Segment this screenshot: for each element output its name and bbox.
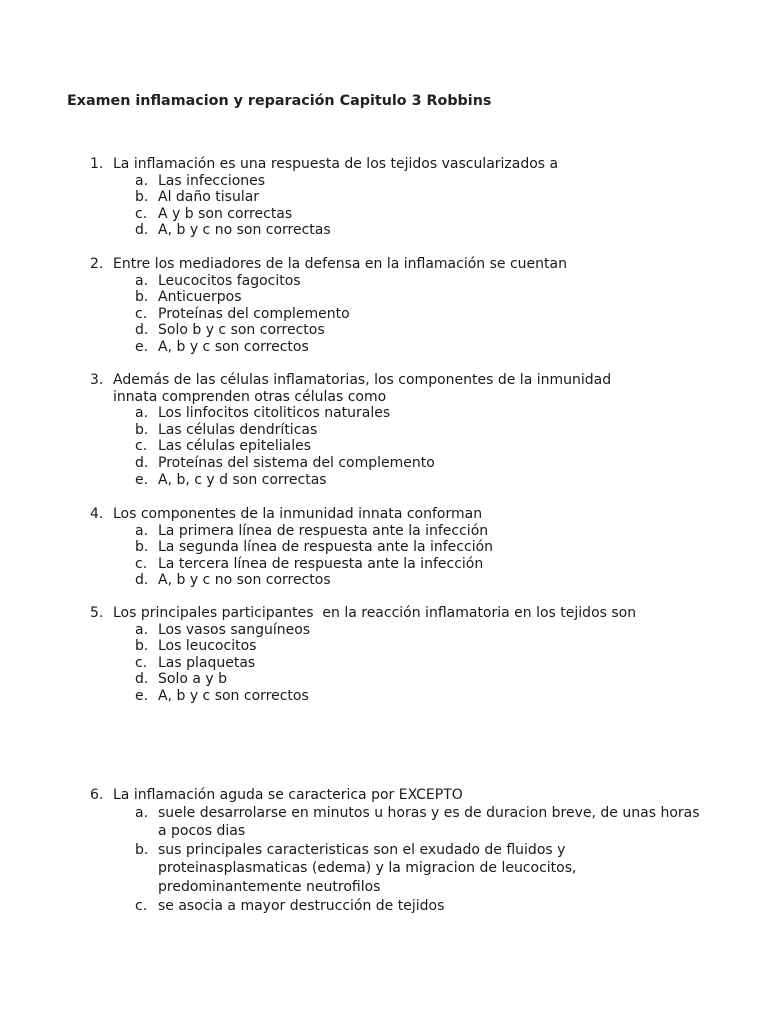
option-text: Los vasos sanguíneos bbox=[158, 621, 311, 638]
option-text: Anticuerpos bbox=[158, 289, 242, 306]
option-c bbox=[90, 206, 730, 223]
question-text: Los principales participantes en la reacción inflamatoria en los tejidos son bbox=[113, 605, 637, 621]
option-text: La primera línea de respuesta ante la infección bbox=[158, 522, 489, 539]
option-text: Las infecciones bbox=[158, 172, 266, 189]
option-c bbox=[90, 306, 730, 323]
question-text: Entre los mediadores de la defensa en la inflamación se cuentan bbox=[113, 256, 567, 272]
exam-title: Examen inflamacion y reparación Capitulo 3 Robbins bbox=[67, 93, 492, 109]
question-number: 6. bbox=[90, 787, 104, 803]
option-letter: d. bbox=[135, 671, 149, 688]
question-3 bbox=[90, 372, 730, 488]
option-letter: d. bbox=[135, 454, 149, 471]
option-e bbox=[90, 472, 730, 489]
option-d bbox=[90, 671, 730, 688]
option-letter: a. bbox=[135, 272, 149, 289]
option-b bbox=[90, 422, 730, 439]
options-list bbox=[90, 273, 730, 356]
option-letter: d. bbox=[135, 572, 149, 589]
option-c bbox=[90, 897, 730, 916]
option-letter: e. bbox=[135, 338, 149, 355]
option-text: Las células dendríticas bbox=[158, 421, 318, 438]
option-letter: c. bbox=[135, 438, 148, 455]
option-text: sus principales caracteristicas son el exudado de fluidos y proteinasplasmaticas (edema) y la migracion de leucocitos, predominantemente neutrofilos bbox=[158, 841, 577, 895]
option-e bbox=[90, 339, 730, 356]
option-a bbox=[90, 804, 730, 841]
question-text: Además de las células inflamatorias, los componentes de la inmunidad innata comprenden otras células como bbox=[113, 372, 616, 405]
option-b bbox=[90, 289, 730, 306]
option-letter: c. bbox=[135, 555, 148, 572]
question-number: 3. bbox=[90, 372, 104, 388]
option-a bbox=[90, 622, 730, 639]
option-text: Al daño tisular bbox=[158, 189, 260, 206]
option-d bbox=[90, 572, 730, 589]
option-letter: b. bbox=[135, 421, 149, 438]
option-letter: c. bbox=[135, 654, 148, 671]
question-text: La inflamación es una respuesta de los tejidos vascularizados a bbox=[113, 156, 559, 172]
option-text: Los linfocitos citoliticos naturales bbox=[158, 405, 391, 422]
option-b bbox=[90, 189, 730, 206]
option-text: A, b y c son correctos bbox=[158, 687, 309, 704]
options-list bbox=[90, 523, 730, 589]
option-text: Solo b y c son correctos bbox=[158, 322, 325, 339]
option-letter: c. bbox=[135, 305, 148, 322]
question-text: Los componentes de la inmunidad innata conforman bbox=[113, 506, 483, 522]
question-1 bbox=[90, 156, 730, 239]
option-a bbox=[90, 273, 730, 290]
option-c bbox=[90, 655, 730, 672]
question-text: La inflamación aguda se caracterica por EXCEPTO bbox=[113, 787, 463, 803]
option-letter: a. bbox=[135, 621, 149, 638]
question-number: 1. bbox=[90, 156, 104, 172]
option-text: A, b y c no son correctos bbox=[158, 572, 331, 589]
option-text: A, b y c son correctos bbox=[158, 338, 309, 355]
option-letter: b. bbox=[135, 841, 149, 858]
option-a bbox=[90, 173, 730, 190]
question-2 bbox=[90, 256, 730, 356]
option-text: Los leucocitos bbox=[158, 638, 257, 655]
option-letter: b. bbox=[135, 539, 149, 556]
option-d bbox=[90, 455, 730, 472]
option-letter: e. bbox=[135, 687, 149, 704]
option-letter: d. bbox=[135, 322, 149, 339]
question-4 bbox=[90, 506, 730, 589]
option-letter: e. bbox=[135, 471, 149, 488]
options-list bbox=[90, 622, 730, 705]
option-text: La segunda línea de respuesta ante la infección bbox=[158, 539, 494, 556]
option-text: A y b son correctas bbox=[158, 205, 293, 222]
option-b bbox=[90, 841, 730, 897]
question-6 bbox=[90, 787, 730, 915]
option-letter: c. bbox=[135, 205, 148, 222]
option-text: A, b y c no son correctas bbox=[158, 222, 331, 239]
options-list bbox=[90, 173, 730, 239]
option-letter: b. bbox=[135, 189, 149, 206]
option-a bbox=[90, 405, 730, 422]
option-text: A, b, c y d son correctas bbox=[158, 471, 327, 488]
option-text: Proteínas del sistema del complemento bbox=[158, 454, 435, 471]
option-b bbox=[90, 638, 730, 655]
question-number: 4. bbox=[90, 506, 104, 522]
option-d bbox=[90, 322, 730, 339]
option-letter: d. bbox=[135, 222, 149, 239]
option-text: Solo a y b bbox=[158, 671, 228, 688]
option-text: Leucocitos fagocitos bbox=[158, 272, 301, 289]
option-letter: c. bbox=[135, 897, 148, 914]
option-text: Las plaquetas bbox=[158, 654, 256, 671]
question-number: 2. bbox=[90, 256, 104, 272]
question-number: 5. bbox=[90, 605, 104, 621]
option-b bbox=[90, 539, 730, 556]
option-text: se asocia a mayor destrucción de tejidos bbox=[158, 897, 445, 914]
option-a bbox=[90, 523, 730, 540]
option-letter: b. bbox=[135, 638, 149, 655]
option-d bbox=[90, 222, 730, 239]
option-letter: b. bbox=[135, 289, 149, 306]
option-text: La tercera línea de respuesta ante la infección bbox=[158, 555, 484, 572]
options-list bbox=[90, 804, 730, 916]
option-letter: a. bbox=[135, 405, 149, 422]
option-letter: a. bbox=[135, 172, 149, 189]
question-5 bbox=[90, 605, 730, 705]
option-letter: a. bbox=[135, 522, 149, 539]
option-text: Las células epiteliales bbox=[158, 438, 312, 455]
option-c bbox=[90, 556, 730, 573]
option-letter: a. bbox=[135, 804, 149, 821]
option-c bbox=[90, 438, 730, 455]
options-list bbox=[90, 405, 730, 488]
option-e bbox=[90, 688, 730, 705]
option-text: suele desarrolarse en minutos u horas y es de duracion breve, de unas horas a pocos dias bbox=[158, 804, 700, 840]
option-text: Proteínas del complemento bbox=[158, 305, 350, 322]
